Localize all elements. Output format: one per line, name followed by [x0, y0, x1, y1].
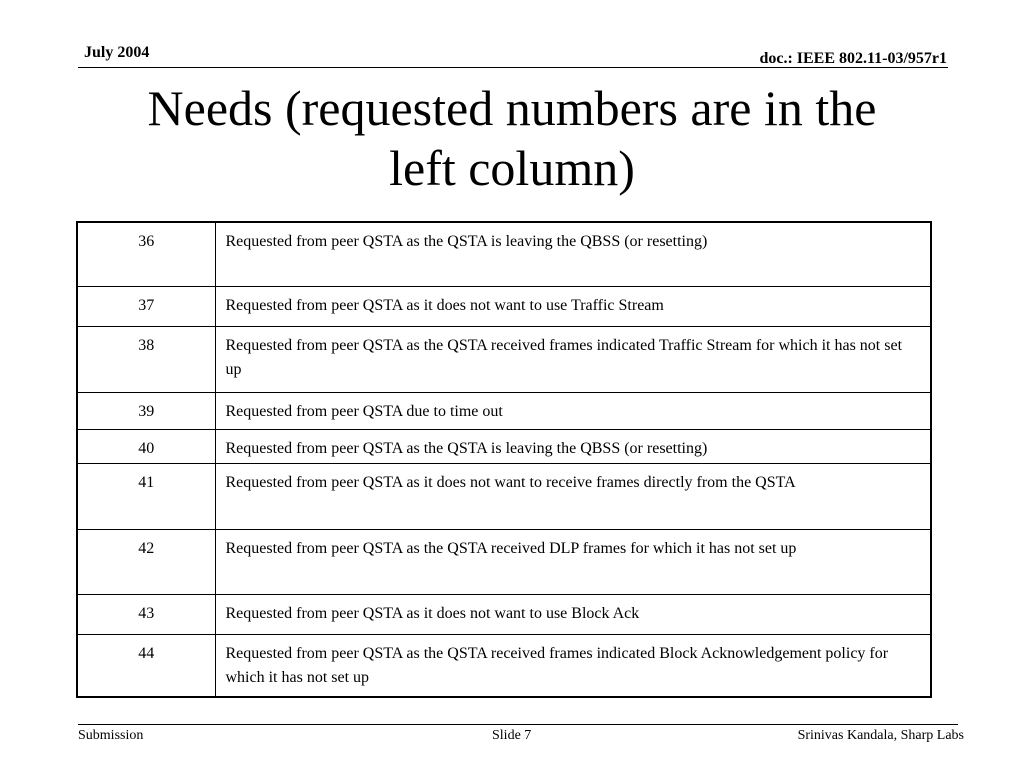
reason-description: Requested from peer QSTA as it does not want to receive frames directly from the QSTA	[215, 463, 930, 529]
footer-author: Srinivas Kandala, Sharp Labs	[797, 728, 964, 743]
needs-table	[78, 223, 930, 696]
header-divider	[78, 67, 948, 68]
slide-title-line-2: left column)	[389, 140, 635, 196]
reason-description: Requested from peer QSTA as the QSTA received frames indicated Block Acknowledgement policy for which it has not set up	[215, 634, 930, 696]
reason-code: 44	[78, 634, 215, 696]
footer-submission: Submission	[78, 728, 144, 743]
footer-divider	[78, 724, 958, 725]
reason-description: Requested from peer QSTA as it does not want to use Traffic Stream	[215, 286, 930, 326]
table-row	[78, 594, 930, 634]
header-doc-id: doc.: IEEE 802.11-03/957r1	[759, 50, 947, 67]
table-row	[78, 529, 930, 594]
table-row	[78, 429, 930, 463]
reason-description: Requested from peer QSTA due to time out	[215, 392, 930, 429]
slide-title	[60, 78, 964, 198]
table-row	[78, 286, 930, 326]
reason-code: 39	[78, 392, 215, 429]
table-row	[78, 463, 930, 529]
reason-code: 40	[78, 429, 215, 463]
reason-description: Requested from peer QSTA as the QSTA received frames indicated Traffic Stream for which it has not set up	[215, 326, 930, 392]
slide-title-line-1: Needs (requested numbers are in the	[147, 80, 877, 136]
header-date: July 2004	[84, 44, 150, 61]
reason-code: 37	[78, 286, 215, 326]
reason-description: Requested from peer QSTA as the QSTA is leaving the QBSS (or resetting)	[215, 223, 930, 286]
reason-description: Requested from peer QSTA as the QSTA is leaving the QBSS (or resetting)	[215, 429, 930, 463]
needs-table-frame	[76, 221, 932, 698]
table-row	[78, 392, 930, 429]
reason-code: 42	[78, 529, 215, 594]
reason-code: 36	[78, 223, 215, 286]
footer-slide-number: Slide 7	[492, 728, 532, 743]
reason-code: 43	[78, 594, 215, 634]
reason-code: 38	[78, 326, 215, 392]
table-row	[78, 326, 930, 392]
table-row	[78, 634, 930, 696]
reason-code: 41	[78, 463, 215, 529]
reason-description: Requested from peer QSTA as the QSTA received DLP frames for which it has not set up	[215, 529, 930, 594]
table-row	[78, 223, 930, 286]
reason-description: Requested from peer QSTA as it does not want to use Block Ack	[215, 594, 930, 634]
